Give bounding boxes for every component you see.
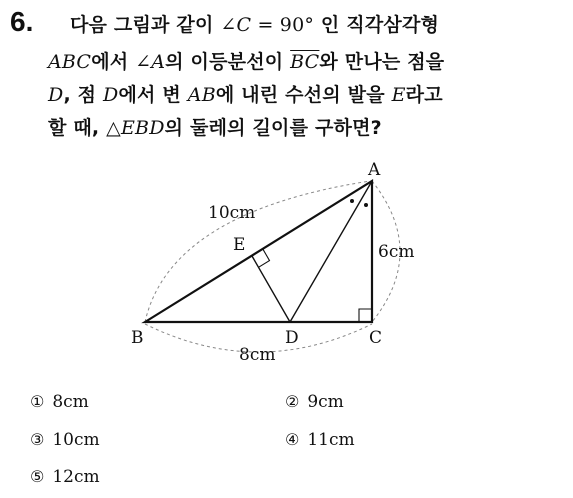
var-e: E: [391, 84, 406, 106]
angle-dot-1: [350, 199, 354, 203]
text: 와 만나는 점을: [319, 51, 445, 73]
var-ebd: EBD: [120, 117, 165, 139]
degree-symbol: °: [304, 14, 315, 36]
triangle-symbol: △: [106, 117, 121, 139]
choice-number: ③: [30, 430, 45, 449]
segment-bc: $\overline{BC}$: [290, 51, 320, 73]
label-e: E: [233, 235, 246, 255]
choice-number: ①: [30, 392, 45, 411]
text: 라고: [405, 84, 443, 106]
text: 다음 그림과 같이: [70, 14, 221, 36]
choice-number: ②: [285, 392, 300, 411]
label-b: B: [131, 328, 144, 348]
right-angle-mark-c: [359, 309, 372, 322]
text: 인 직각삼각형: [314, 14, 440, 36]
choice-value: 10cm: [52, 430, 100, 450]
choice-number: ⑤: [30, 467, 45, 486]
text: 에 내린 수선의 발을: [215, 84, 392, 106]
angle-symbol: ∠: [135, 51, 152, 73]
choice-4[interactable]: [285, 430, 355, 450]
choice-1[interactable]: [30, 392, 89, 412]
var-a: A: [151, 51, 166, 73]
text: , 점: [63, 84, 104, 106]
var-d: D: [103, 84, 119, 106]
choice-number: ④: [285, 430, 300, 449]
segment-ad: [290, 181, 372, 322]
question-number: 6.: [10, 6, 34, 37]
choice-value: 11cm: [307, 430, 355, 450]
angle-dot-2: [364, 203, 368, 207]
choice-value: 8cm: [52, 392, 89, 412]
measure-ac: 6cm: [378, 242, 415, 262]
triangle-abc: [145, 181, 372, 322]
right-angle-mark-e: [259, 249, 270, 267]
label-d: D: [285, 328, 299, 348]
equals-90: = 90: [251, 14, 305, 36]
choice-2[interactable]: [285, 392, 344, 412]
var-ab: AB: [187, 84, 216, 106]
text: 할 때,: [48, 117, 107, 139]
angle-symbol: ∠: [220, 14, 237, 36]
measure-bc: 8cm: [239, 345, 276, 365]
segment-de: [252, 256, 290, 322]
label-a: A: [368, 160, 381, 180]
choice-3[interactable]: [30, 430, 100, 450]
text: 에서 변: [118, 84, 188, 106]
label-c: C: [369, 328, 383, 348]
text: 의 이등분선이: [165, 51, 291, 73]
choice-value: 9cm: [307, 392, 344, 412]
choice-5[interactable]: [30, 467, 100, 487]
choice-value: 12cm: [52, 467, 100, 487]
text: 의 둘레의 길이를 구하면?: [164, 117, 382, 139]
var-c: C: [236, 14, 252, 36]
var-d: D: [48, 84, 64, 106]
measure-ab: 10cm: [208, 203, 256, 223]
text: 에서: [91, 51, 136, 73]
var-abc: ABC: [48, 51, 92, 73]
